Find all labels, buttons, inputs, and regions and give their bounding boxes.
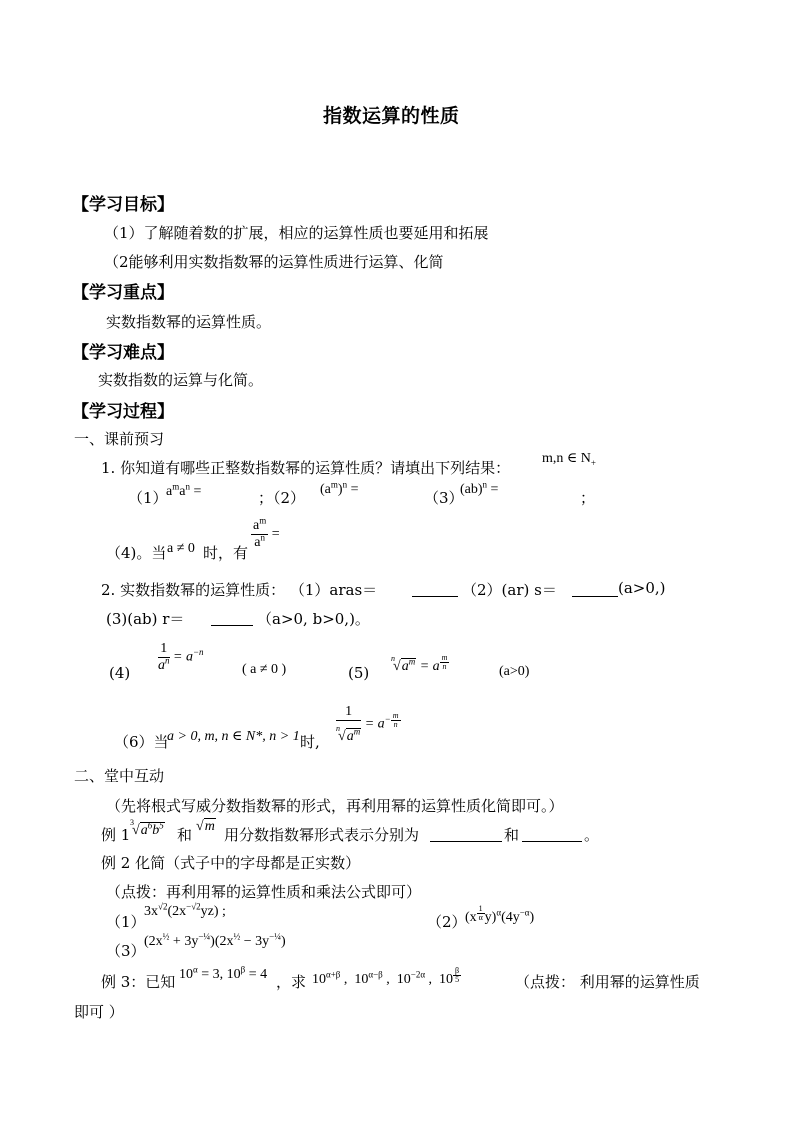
difficulty-heading: 【学习难点】 xyxy=(72,343,174,363)
ex3-find: ，求 xyxy=(276,973,307,991)
ex1-blank-1[interactable] xyxy=(430,826,502,842)
ex3-end: 即可 ） xyxy=(74,1003,124,1021)
r6-mid: 时, xyxy=(300,733,320,751)
ex2-3-expr: $(2x^{\frac{1}{2}} + 3y^{-\frac{1}{4}})(2x^{\frac{1}{2}} - 3y^{-\frac{1}{4}})$ xyxy=(144,931,286,949)
p1-formula: $a^ma^n$ = xyxy=(166,481,202,499)
blank-2[interactable] xyxy=(572,581,618,597)
p4-formula: $\frac{a^m}{a^n}$ = xyxy=(253,515,280,550)
p4-mid: 时，有 xyxy=(203,544,249,562)
preview-q2-c: (a>0,) xyxy=(618,579,666,597)
ex2-2-label: （2） xyxy=(427,913,467,931)
interaction-hint: （先将根式写威分数指数幂的形式，再利用幂的运算性质化简即可。） xyxy=(106,797,564,815)
preview-heading: 一、课前预习 xyxy=(74,430,165,448)
p4-condition: a ≠ 0 xyxy=(167,541,195,556)
r4-label: (4) xyxy=(109,664,131,682)
ex1-end: 。 xyxy=(584,826,600,844)
ex1-mid: 用分数指数幂形式表示分别为 xyxy=(224,826,420,844)
p2-formula: $(a^m)^n$ = xyxy=(320,479,359,497)
process-heading: 【学习过程】 xyxy=(72,402,174,422)
preview-q2-line2a: (3)(ab) r＝ xyxy=(106,610,185,628)
ex3-given: $10^\alpha = 3$, $10^\beta = 4$ xyxy=(179,964,268,982)
p2-label: ；（2） xyxy=(258,489,306,507)
r5-label: (5) xyxy=(348,664,370,682)
ex3-prefix: 例 3：已知 xyxy=(101,973,176,991)
p4-prefix: （4)。当 xyxy=(106,544,167,562)
preview-q1-condition: m,n ∈ $N_+$ xyxy=(542,451,596,468)
r6-prefix: （6）当 xyxy=(114,733,169,751)
ex2-hint: （点拨：再利用幂的运算性质和乘法公式即可） xyxy=(106,883,422,901)
ex1-blank-2[interactable] xyxy=(522,826,582,842)
ex1-and: 和 xyxy=(177,826,193,844)
difficulty-text: 实数指数的运算与化简。 xyxy=(98,371,264,389)
goal-item-2: （2能够利用实数指数幂的运算性质进行运算、化简 xyxy=(104,253,444,271)
r4-formula: $\frac{1}{a^n}$ = $a^{-n}$ xyxy=(158,641,204,673)
blank-3[interactable] xyxy=(211,610,253,626)
p3-formula: (ab)$^n$ = xyxy=(460,479,499,497)
preview-q2: 2. 实数指数幂的运算性质： （1）aras＝ xyxy=(101,581,378,599)
r6-formula: $\frac{1}{^n√a^m}$ = $a^{- \frac{m}{n}}$ xyxy=(336,704,399,744)
focus-heading: 【学习重点】 xyxy=(72,283,174,303)
p3-label: （3） xyxy=(424,489,464,507)
page-title: 指数运算的性质 xyxy=(323,105,460,127)
ex1-prefix: 例 1 xyxy=(101,826,131,844)
ex3-hint: （点拨： 利用幂的运算性质 xyxy=(515,973,700,991)
r4-condition: ( a ≠ 0 ) xyxy=(242,662,287,677)
preview-q1: 1. 你知道有哪些正整数指数幂的运算性质？请填出下列结果： xyxy=(101,459,511,477)
r5-formula: $^n√a^m = a$ $^{\frac{m}{n}}$ xyxy=(391,653,448,675)
interaction-heading: 二、堂中互动 xyxy=(74,767,165,785)
blank-1[interactable] xyxy=(412,581,458,597)
preview-q2-line2b: （a>0, b>0,)。 xyxy=(257,610,370,628)
goals-heading: 【学习目标】 xyxy=(72,195,174,215)
ex3-targets: $10^{\alpha+\beta}$ , $10^{\alpha-\beta}$ , $10^{-2\alpha}$ , 10 $^{\frac{\beta}{5}}$ xyxy=(312,966,460,988)
ex2-2-expr: (x $^{\frac{1}{\alpha}}$ $y)^\alpha(4y^{-\alpha})$ xyxy=(465,904,535,926)
ex1-radical-2: √m xyxy=(196,819,215,834)
p1-label: （1） xyxy=(128,489,168,507)
p3-semicolon: ； xyxy=(580,489,596,507)
ex1-and-2: 和 xyxy=(504,826,520,844)
ex2-3-label: （3） xyxy=(106,942,146,960)
focus-text: 实数指数幂的运算性质。 xyxy=(106,313,272,331)
goal-item-1: （1）了解随着数的扩展，相应的运算性质也要延用和拓展 xyxy=(104,224,489,242)
ex2-1-label: （1） xyxy=(106,913,146,931)
ex2-1-expr: $3x^{√2}(2x^{-√2}yz)$ ; xyxy=(144,901,226,919)
preview-q2-b: （2）(ar) s＝ xyxy=(462,581,557,599)
r6-condition: a > 0, m, n ∈ N*, n > 1 xyxy=(167,729,300,744)
ex1-radical-1: $^3√a^6b^5$ xyxy=(130,818,164,838)
r5-condition: (a>0) xyxy=(499,664,530,679)
ex2-heading: 例 2 化简（式子中的字母都是正实数） xyxy=(101,854,361,872)
